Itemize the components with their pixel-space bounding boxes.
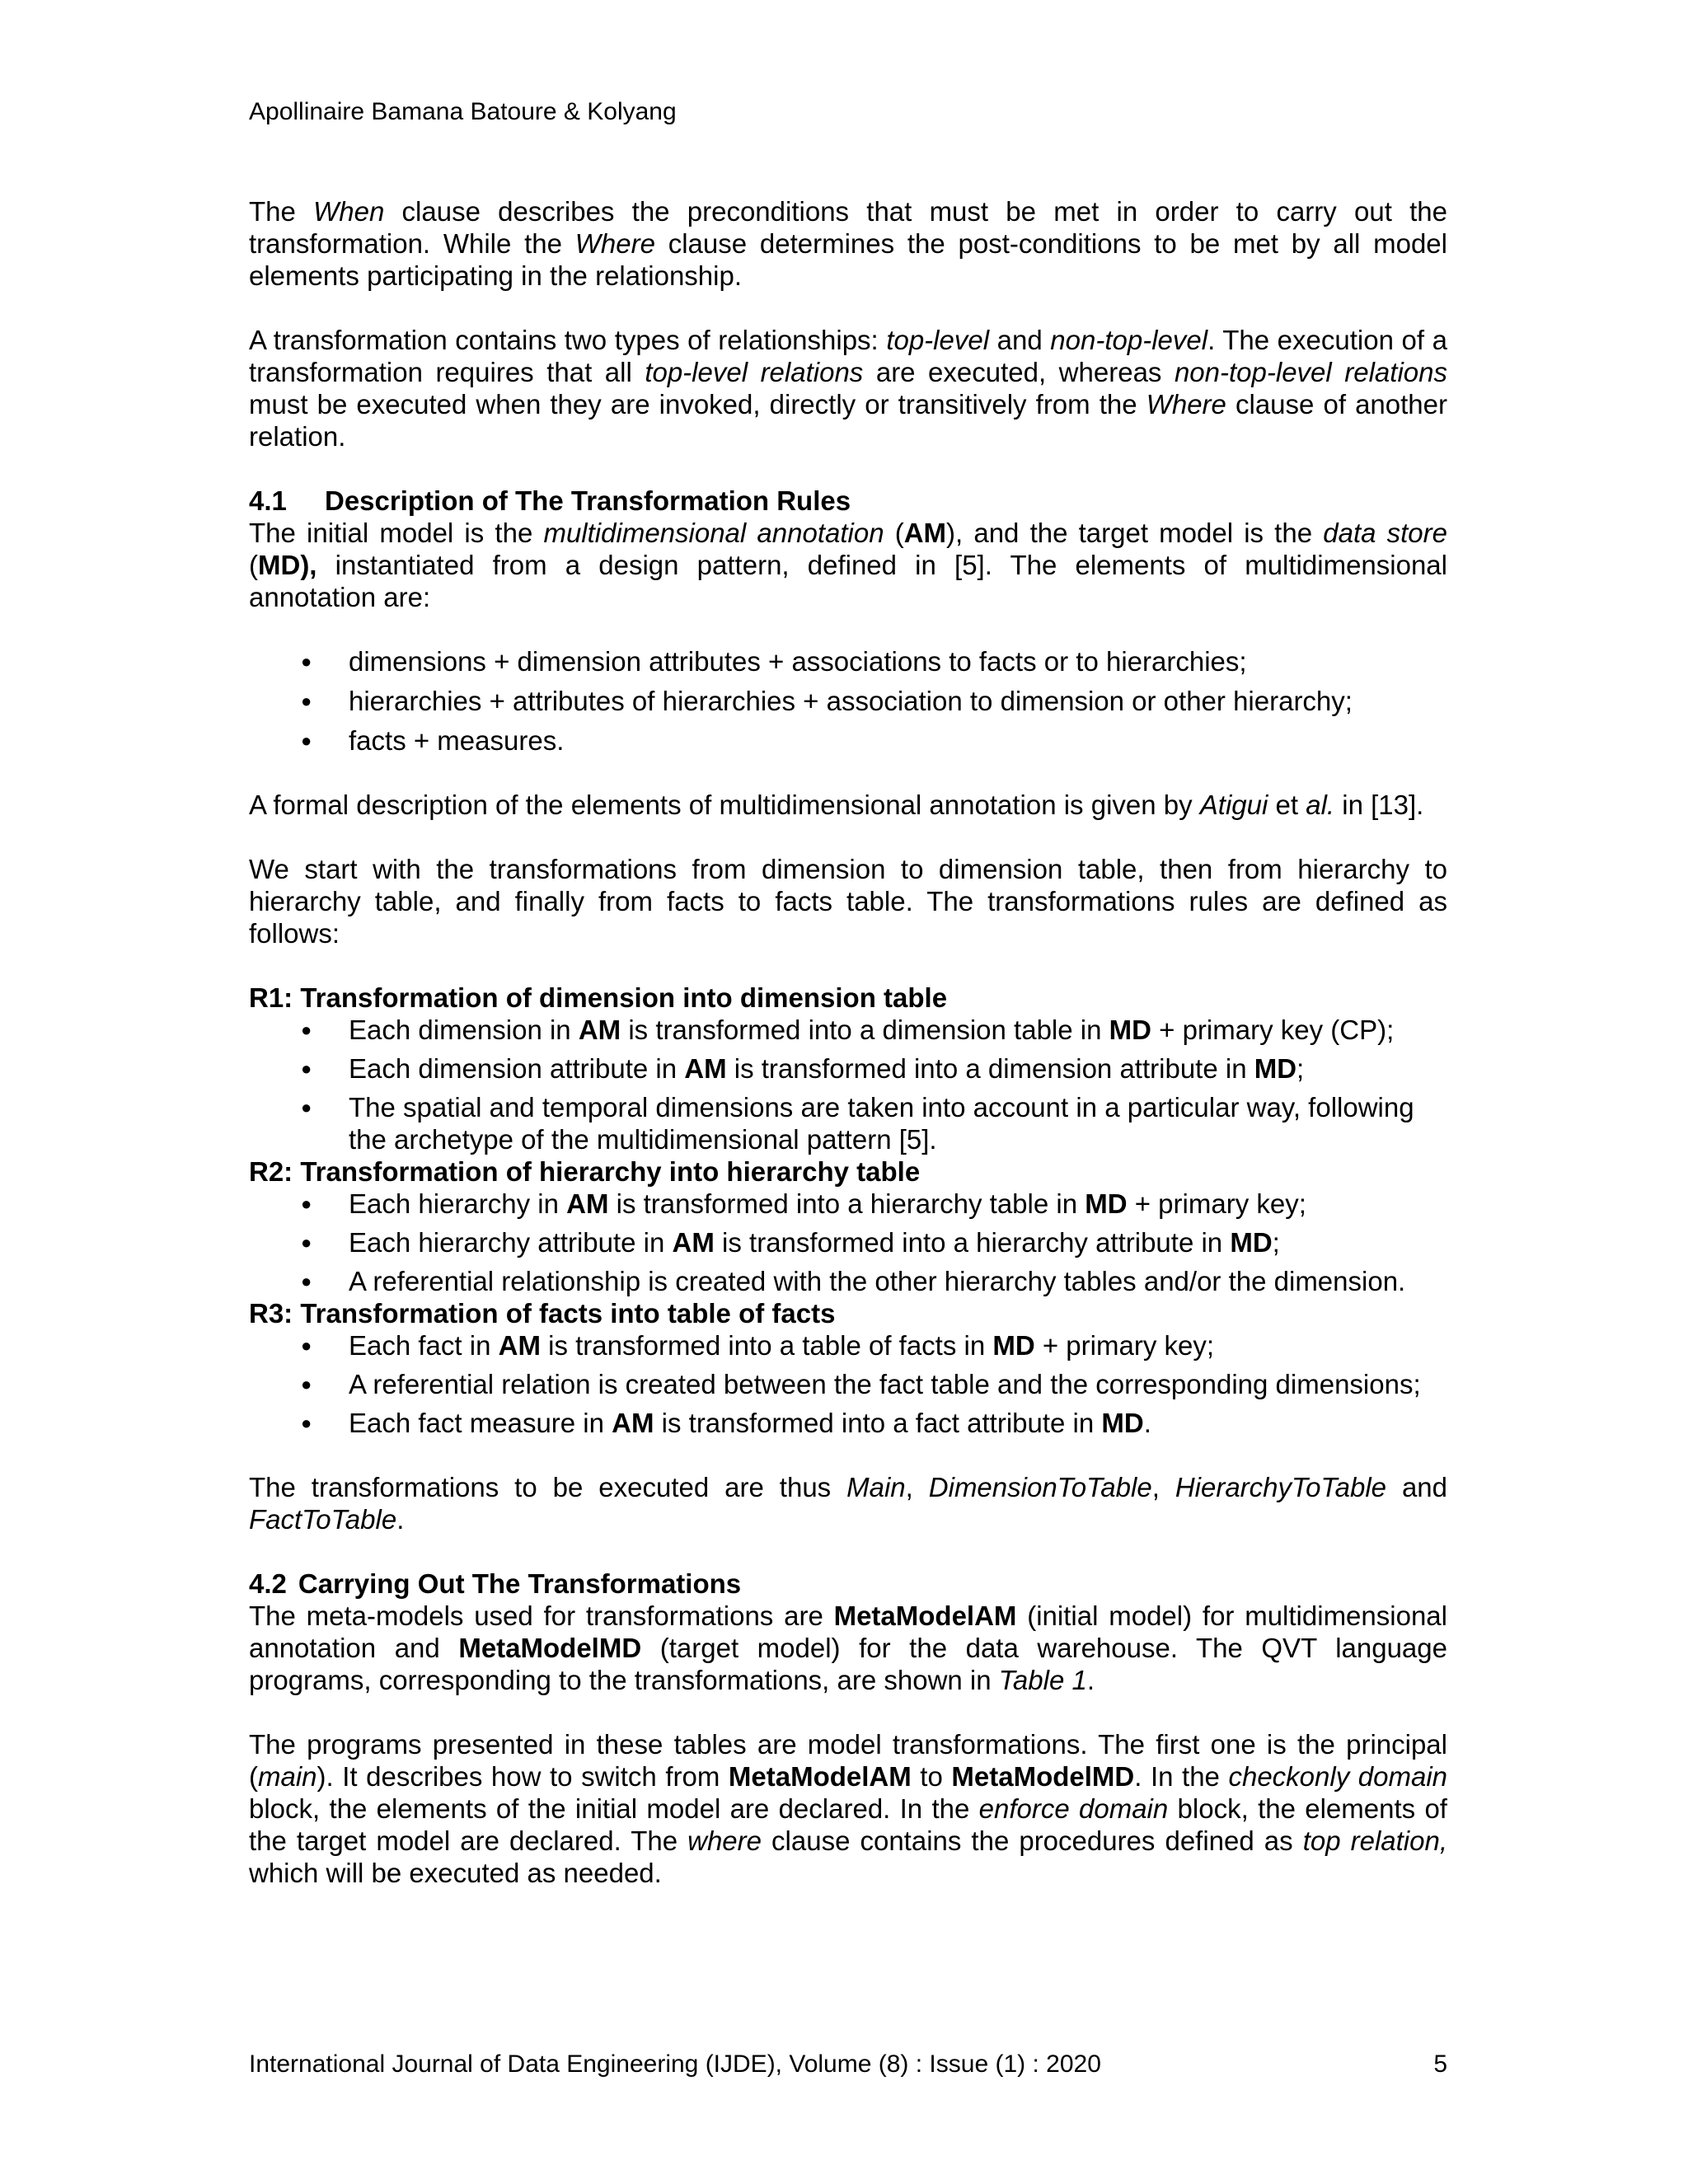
list-item: ● A referential relation is created between the fact table and the corresponding dimensions; [249,1368,1447,1400]
list-item: ● Each hierarchy attribute in AM is transformed into a hierarchy attribute in MD; [249,1226,1447,1258]
list-item: ● dimensions + dimension attributes + associations to facts or to hierarchies; [249,645,1447,677]
paragraph-programs: The programs presented in these tables are model transformations. The first one is the principal (main). It describes how to switch from MetaModelAM to MetaModelMD. In the checkonly domain block, the elements of the initial model are declared. In the enforce domain block, the elements of the target model are declared. The where clause contains the procedures defined as top relation, which will be executed as needed. [249,1729,1448,1888]
list-item: ● Each dimension in AM is transformed into a dimension table in MD + primary key (CP); [249,1014,1447,1046]
rule-r1-list [249,1014,1447,1155]
list-item: ● A referential relationship is created with the other hierarchy tables and/or the dimension. [249,1265,1447,1297]
paragraph-meta-models: The meta-models used for transformations are MetaModelAM (initial model) for multidimensional annotation and MetaModelMD (target model) for the data warehouse. The QVT language programs, corresponding to the transformations, are shown in Table 1. [249,1601,1447,1695]
running-header: Apollinaire Bamana Batoure & Kolyang [249,98,677,125]
section-heading-4-1: 4.1 Description of The Transformation Rules [249,485,851,516]
rule-heading-r1: R1: Transformation of dimension into dimension table [249,982,948,1013]
rule-heading-r2: R2: Transformation of hierarchy into hierarchy table [249,1156,921,1187]
list-item: ● Each dimension attribute in AM is transformed into a dimension attribute in MD; [249,1052,1447,1085]
paragraph-when-clause: The When clause describes the preconditions that must be met in order to carry out the transformation. While the Where clause determines the post-conditions to be met by all model elements participating in the relationship. [249,196,1447,291]
page-number: 5 [1433,2050,1447,2078]
paragraph-transformations-list: The transformations to be executed are thus Main, DimensionToTable, HierarchyToTable and FactToTable. [249,1472,1448,1535]
paragraph-formal-description: A formal description of the elements of multidimensional annotation is given by Atigui et al. in [13]. [249,790,1424,820]
main-content [249,195,1447,1889]
list-item: ● Each fact measure in AM is transformed into a fact attribute in MD. [249,1407,1447,1439]
rule-r3-list [249,1329,1447,1439]
list-item: ● hierarchies + attributes of hierarchies + association to dimension or other hierarchy; [249,685,1447,717]
list-item: ● Each hierarchy in AM is transformed into a hierarchy table in MD + primary key; [249,1188,1447,1220]
page [249,0,1447,2184]
list-item: ● Each fact in AM is transformed into a table of facts in MD + primary key; [249,1329,1447,1361]
elements-list [249,645,1447,757]
rule-r2-list [249,1188,1447,1297]
page-footer [249,2050,1447,2079]
rule-heading-r3: R3: Transformation of facts into table of facts [249,1298,836,1329]
list-item: ● facts + measures. [249,724,1447,757]
paragraph-initial-model: The initial model is the multidimensional annotation (AM), and the target model is the data store (MD), instantiated from a design pattern, defined in [5]. The elements of multidimensional annotation are: [249,518,1447,612]
journal-citation: International Journal of Data Engineering (IJDE), Volume (8) : Issue (1) : 2020 [249,2050,1101,2078]
paragraph-transformations-order: We start with the transformations from dimension to dimension table, then from hierarchy to hierarchy table, and finally from facts to facts table. The transformations rules are defined as follows: [249,854,1447,949]
list-item: ● The spatial and temporal dimensions are taken into account in a particular way, following the archetype of the multidimensional pattern [5]. [249,1091,1447,1155]
paragraph-relationship-types: A transformation contains two types of relationships: top-level and non-top-level. The execution of a transformation requires that all top-level relations are executed, whereas non-top-level relations must be executed when they are invoked, directly or transitively from the Where clause of another relation. [249,325,1448,452]
section-heading-4-2: 4.2 Carrying Out The Transformations [249,1568,742,1599]
